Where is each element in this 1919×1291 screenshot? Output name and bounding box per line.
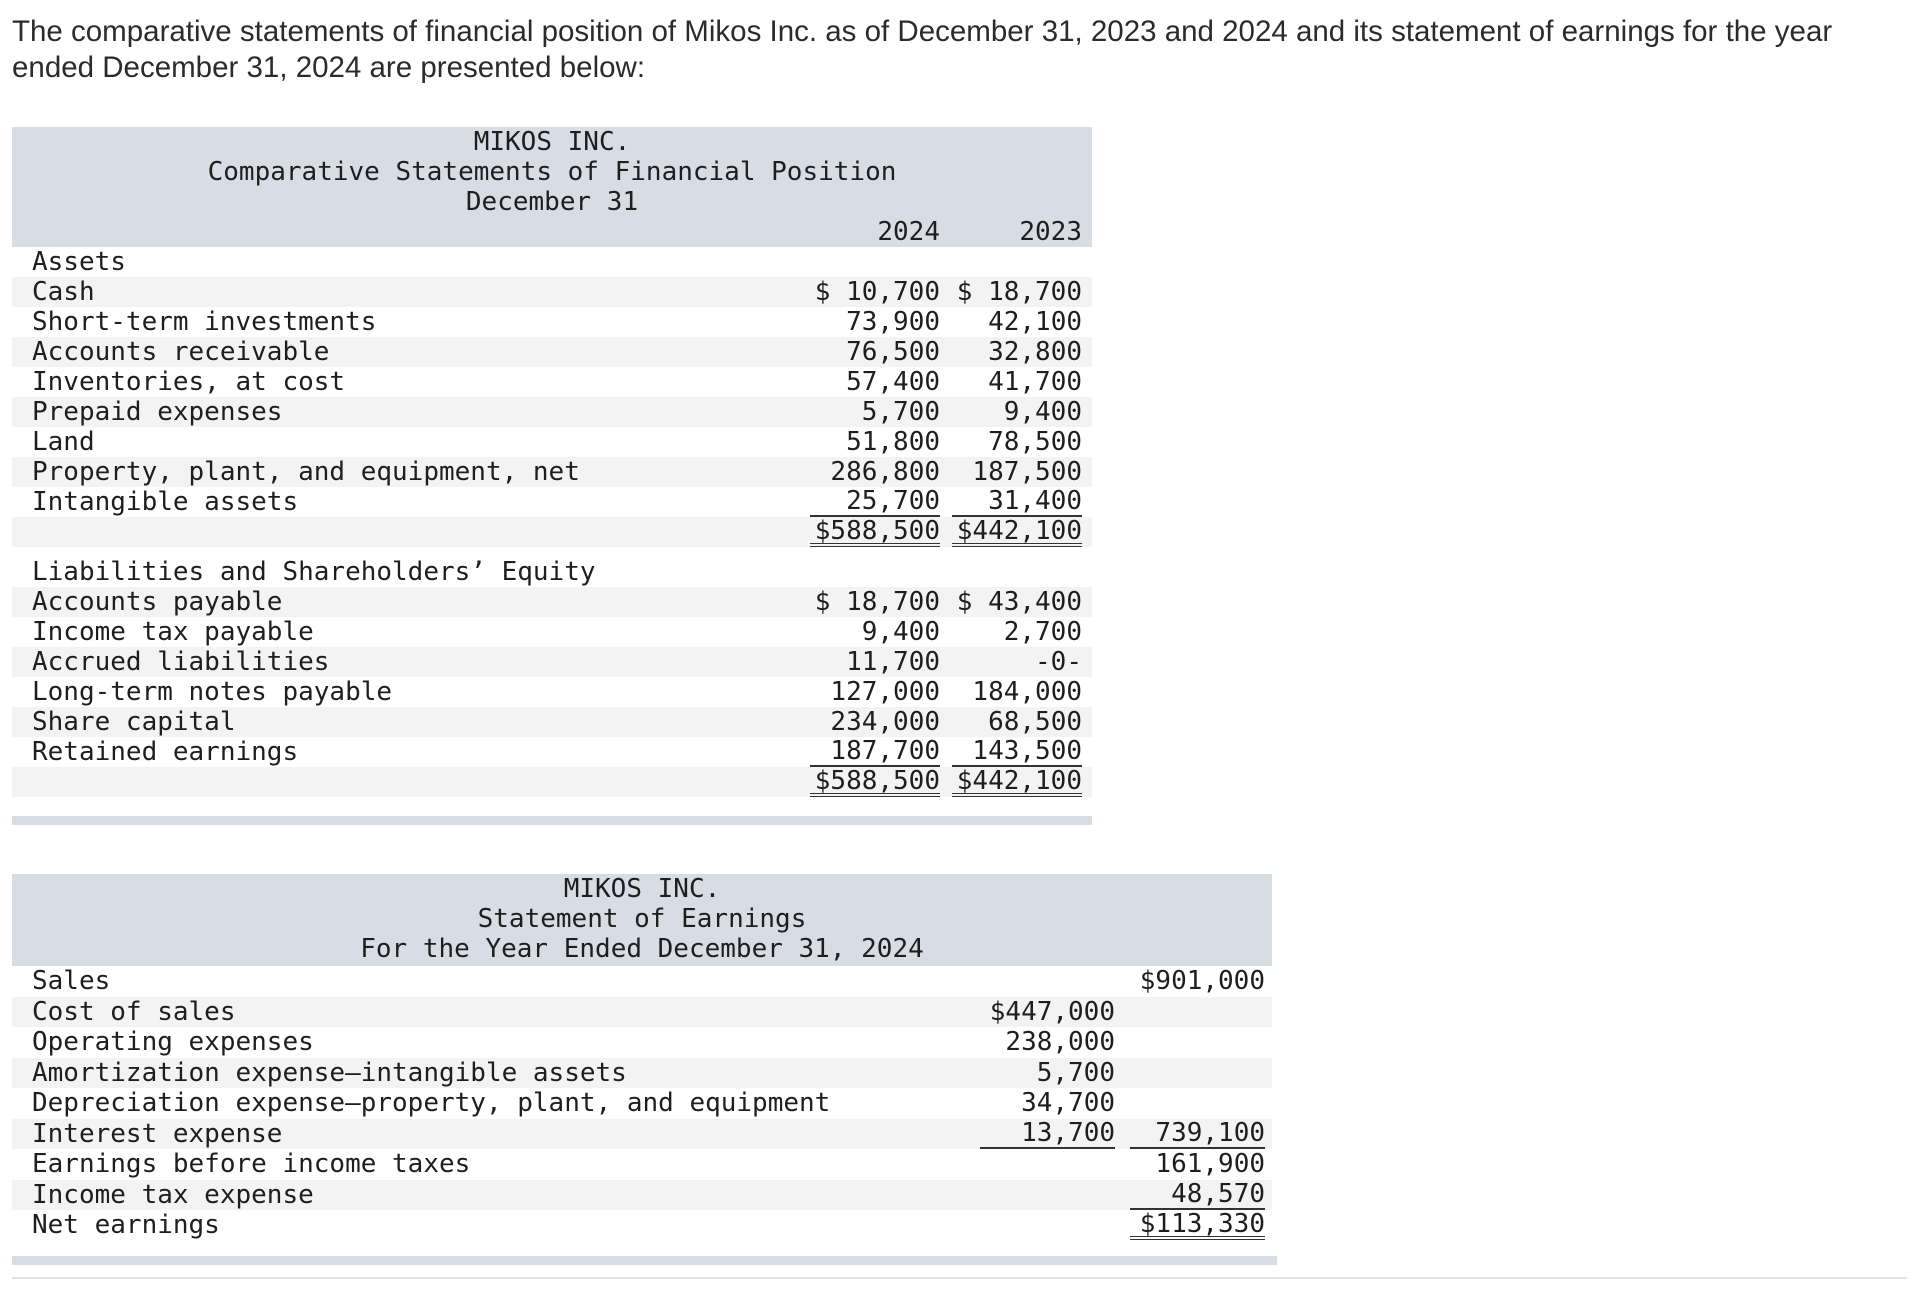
value-2023: 78,500: [988, 427, 1082, 457]
value-2023: $ 18,700: [956, 277, 1082, 307]
intro-paragraph: The comparative statements of financial position of Mikos Inc. as of December 31, 2023 and 2024 and its statement of earnings for the year ended December 31, 2024 are presented below:: [12, 15, 1833, 84]
value-2024: 187,700: [810, 737, 940, 767]
outer-amount: 739,100: [1130, 1119, 1265, 1149]
value-2024: 76,500: [846, 337, 940, 367]
value-2024: 234,000: [830, 707, 940, 737]
table-row: [12, 367, 1092, 397]
total-row: [12, 517, 1092, 547]
total-liabilities-equity-2023: $442,100: [952, 767, 1082, 797]
financial-position-table: [12, 127, 1092, 827]
table-row: [12, 1027, 1272, 1057]
outer-amount: 48,570: [1130, 1180, 1265, 1210]
outer-amount: 161,900: [1155, 1149, 1265, 1179]
table-row: [12, 617, 1092, 647]
table-row: [12, 677, 1092, 707]
value-2024: 5,700: [861, 397, 940, 427]
row-label: Long-term notes payable: [32, 677, 393, 707]
value-2023: 41,700: [988, 367, 1082, 397]
row-label: Land: [32, 427, 95, 457]
liabilities-heading: Liabilities and Shareholders’ Equity: [32, 557, 596, 587]
value-2024: $ 10,700: [814, 277, 940, 307]
row-label: Property, plant, and equipment, net: [32, 457, 580, 487]
table-row: [12, 1119, 1272, 1149]
table-row: [12, 427, 1092, 457]
value-2024: 73,900: [846, 307, 940, 337]
value-2024: 11,700: [846, 647, 940, 677]
row-label: Prepaid expenses: [32, 397, 283, 427]
table-footer-bar: [12, 1256, 1277, 1265]
table-row: [12, 737, 1092, 767]
total-row: [12, 767, 1092, 797]
value-2024: $ 18,700: [814, 587, 940, 617]
row-label: Accounts payable: [32, 587, 283, 617]
table-row: [12, 997, 1272, 1027]
row-label: Income tax expense: [32, 1179, 314, 1210]
inner-amount: 238,000: [1005, 1027, 1115, 1057]
row-label: Interest expense: [32, 1118, 283, 1149]
table-row: [12, 1088, 1272, 1118]
value-2024: 127,000: [830, 677, 940, 707]
outer-amount: $901,000: [1139, 966, 1265, 996]
statement-title: Comparative Statements of Financial Position: [207, 157, 897, 187]
value-2023: 184,000: [972, 677, 1082, 707]
row-label: Amortization expense—intangible assets: [32, 1057, 627, 1088]
inner-amount: 5,700: [1036, 1057, 1115, 1088]
row-label: Cost of sales: [32, 996, 236, 1027]
row-label: Inventories, at cost: [32, 367, 346, 397]
row-label: Share capital: [32, 707, 236, 737]
section-heading-row: [12, 247, 1092, 277]
company-name: MIKOS INC.: [563, 874, 721, 904]
table-row: [12, 1149, 1272, 1179]
row-label: Retained earnings: [32, 737, 299, 767]
row-label: Net earnings: [32, 1210, 220, 1240]
row-label: Cash: [32, 277, 95, 307]
table-row: [12, 277, 1092, 307]
table-row: [12, 457, 1092, 487]
value-2024: 57,400: [846, 367, 940, 397]
table-row: [12, 647, 1092, 677]
row-label: Operating expenses: [32, 1027, 314, 1057]
table-row: [12, 397, 1092, 427]
value-2024: 286,800: [830, 457, 940, 487]
table-row: [12, 1058, 1272, 1088]
total-assets-2023: $442,100: [952, 517, 1082, 547]
total-assets-2024: $588,500: [810, 517, 940, 547]
row-label: Depreciation expense—property, plant, and equipment: [32, 1088, 831, 1118]
value-2023: 42,100: [988, 307, 1082, 337]
section-heading-row: [12, 557, 1092, 587]
value-2023: 2,700: [1003, 617, 1082, 647]
value-2023: -0-: [1035, 647, 1082, 677]
value-2023: 68,500: [988, 707, 1082, 737]
table-row: [12, 337, 1092, 367]
outer-amount: $113,330: [1130, 1210, 1265, 1240]
inner-amount: 34,700: [1021, 1088, 1115, 1118]
page-divider: [12, 1277, 1907, 1279]
value-2024: 25,700: [810, 487, 940, 517]
row-label: Short-term investments: [32, 307, 377, 337]
value-2024: 9,400: [861, 617, 940, 647]
earnings-header: [12, 874, 1272, 966]
statement-period: For the Year Ended December 31, 2024: [360, 934, 924, 964]
table-row: [12, 1210, 1272, 1240]
value-2023: 187,500: [972, 457, 1082, 487]
table-row: [12, 1180, 1272, 1210]
value-2024: 51,800: [846, 427, 940, 457]
total-liabilities-equity-2024: $588,500: [810, 767, 940, 797]
value-2023: 9,400: [1003, 397, 1082, 427]
company-name: MIKOS INC.: [473, 127, 631, 157]
value-2023: 31,400: [952, 487, 1082, 517]
row-label: Earnings before income taxes: [32, 1149, 471, 1179]
value-2023: 32,800: [988, 337, 1082, 367]
column-header-2024: 2024: [877, 217, 940, 247]
statement-date: December 31: [465, 187, 639, 217]
value-2023: $ 43,400: [956, 587, 1082, 617]
value-2023: 143,500: [952, 737, 1082, 767]
table-row: [12, 307, 1092, 337]
row-label: Sales: [32, 966, 111, 996]
row-label: Accrued liabilities: [32, 647, 330, 677]
table-footer-bar: [12, 816, 1092, 825]
inner-amount: 13,700: [980, 1119, 1115, 1149]
row-label: Intangible assets: [32, 487, 299, 517]
statement-title: Statement of Earnings: [477, 904, 807, 934]
row-label: Income tax payable: [32, 617, 314, 647]
table-row: [12, 707, 1092, 737]
table-row: [12, 587, 1092, 617]
column-header-2023: 2023: [1019, 217, 1082, 247]
financial-position-header: [12, 127, 1092, 247]
assets-heading: Assets: [32, 247, 126, 277]
inner-amount: $447,000: [989, 996, 1115, 1027]
earnings-statement-table: [12, 874, 1272, 1269]
table-row: [12, 966, 1272, 996]
row-label: Accounts receivable: [32, 337, 330, 367]
table-row: [12, 487, 1092, 517]
